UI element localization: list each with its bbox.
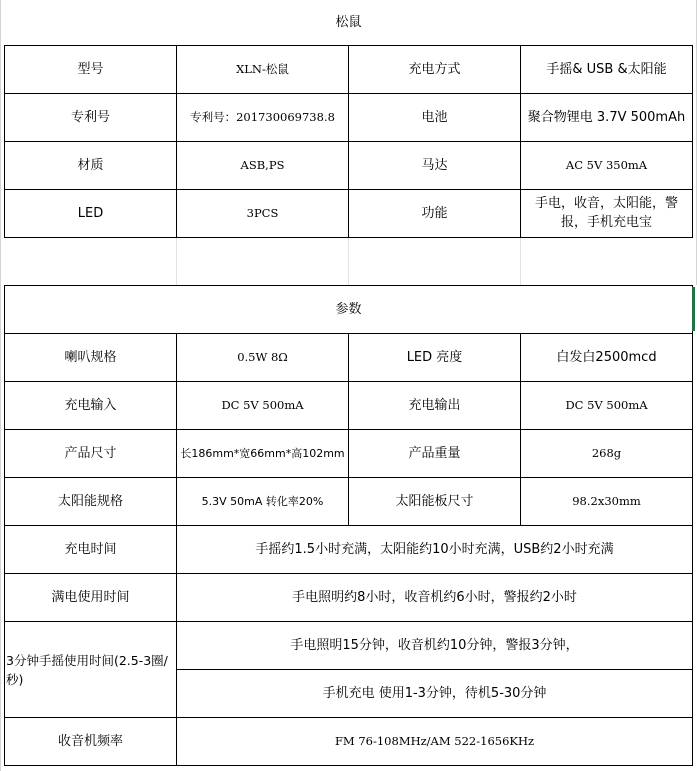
label-material: 材质 (5, 141, 177, 189)
table-row (5, 718, 693, 766)
label-product-size: 产品尺寸 (5, 430, 177, 478)
table-row (5, 526, 693, 574)
label-led-brightness: LED 亮度 (349, 334, 521, 382)
value-patent: 专利号：201730069738.8 (177, 93, 349, 141)
selection-edge-marker (692, 287, 695, 331)
section-title-squirrel: 松鼠 (5, 0, 693, 45)
label-speaker: 喇叭规格 (5, 334, 177, 382)
table-row (5, 334, 693, 382)
value-led: 3PCS (177, 189, 349, 237)
spec-table-basic (4, 0, 693, 238)
label-function: 功能 (349, 189, 521, 237)
label-radio-frequency: 收音机频率 (5, 718, 177, 766)
label-hand-crank-usage: 3分钟手摇使用时间(2.5-3圈/秒) (5, 622, 177, 718)
label-charge-input: 充电输入 (5, 382, 177, 430)
value-solar-panel-size: 98.2x30mm (521, 478, 693, 526)
value-crank-line-2: 手机充电 使用1-3分钟，待机5-30分钟 (177, 670, 693, 718)
label-model: 型号 (5, 45, 177, 93)
table-row (5, 478, 693, 526)
table-row (5, 93, 693, 141)
table-row (5, 45, 693, 93)
value-speaker: 0.5W 8Ω (177, 334, 349, 382)
value-crank-line-1: 手电照明15分钟，收音机约10分钟，警报3分钟， (177, 622, 693, 670)
value-charge-input: DC 5V 500mA (177, 382, 349, 430)
value-battery: 聚合物锂电 3.7V 500mAh (521, 93, 693, 141)
table-row (5, 189, 693, 237)
value-product-weight: 268g (521, 430, 693, 478)
section-title-parameters: 参数 (5, 286, 693, 334)
table-row (5, 141, 693, 189)
label-charge-output: 充电输出 (349, 382, 521, 430)
value-full-charge-usage: 手电照明约8小时，收音机约6小时，警报约2小时 (177, 574, 693, 622)
table-row (5, 574, 693, 622)
label-led: LED (5, 189, 177, 237)
value-product-size: 长186mm*宽66mm*高102mm (177, 430, 349, 478)
label-charging-time: 充电时间 (5, 526, 177, 574)
table-row (5, 430, 693, 478)
label-product-weight: 产品重量 (349, 430, 521, 478)
label-motor: 马达 (349, 141, 521, 189)
label-full-charge-usage: 满电使用时间 (5, 574, 177, 622)
value-model: XLN-松鼠 (177, 45, 349, 93)
sheet-left-gridline (0, 0, 1, 771)
label-solar-spec: 太阳能规格 (5, 478, 177, 526)
label-battery: 电池 (349, 93, 521, 141)
label-charging-method: 充电方式 (349, 45, 521, 93)
empty-spacer-row (4, 238, 692, 286)
label-patent: 专利号 (5, 93, 177, 141)
value-led-brightness: 白发白2500mcd (521, 334, 693, 382)
value-charge-output: DC 5V 500mA (521, 382, 693, 430)
value-material: ASB,PS (177, 141, 349, 189)
value-function: 手电，收音，太阳能，警报，手机充电宝 (521, 189, 693, 237)
value-solar-spec: 5.3V 50mA 转化率20% (177, 478, 349, 526)
table-row (5, 622, 693, 670)
table-row (5, 382, 693, 430)
value-charging-time: 手摇约1.5小时充满，太阳能约10小时充满，USB约2小时充满 (177, 526, 693, 574)
value-motor: AC 5V 350mA (521, 141, 693, 189)
spec-table-parameters (4, 285, 693, 766)
value-radio-frequency: FM 76-108MHz/AM 522-1656KHz (177, 718, 693, 766)
label-solar-panel-size: 太阳能板尺寸 (349, 478, 521, 526)
value-charging-method: 手摇& USB &太阳能 (521, 45, 693, 93)
